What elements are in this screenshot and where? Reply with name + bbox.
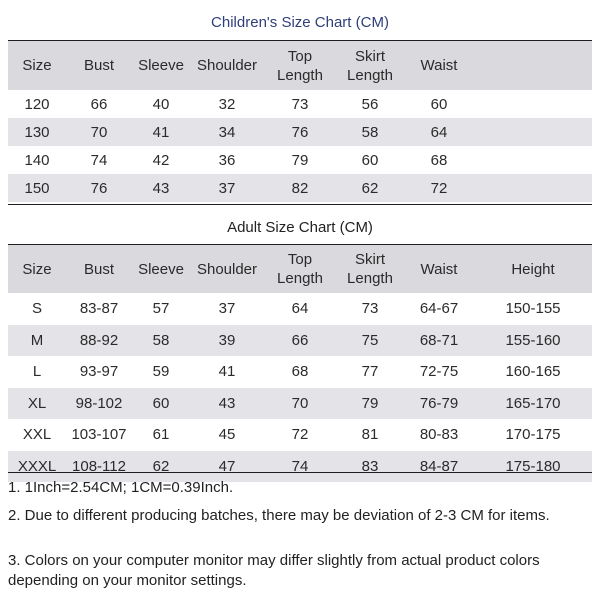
table-cell: 64-67 bbox=[419, 300, 459, 318]
table-cell: 66 bbox=[90, 95, 108, 113]
table-cell: 77 bbox=[361, 363, 379, 381]
table-cell: 37 bbox=[218, 300, 236, 318]
table-cell: 75 bbox=[336, 325, 404, 357]
table-cell: 74 bbox=[90, 151, 108, 169]
table-cell: 74 bbox=[264, 451, 336, 483]
table-cell: 98-102 bbox=[66, 388, 132, 420]
adult-header-row bbox=[8, 245, 592, 293]
table-cell: 84-87 bbox=[404, 451, 474, 483]
table-cell: 73 bbox=[291, 95, 309, 113]
table-cell: 120 bbox=[24, 95, 50, 113]
table-cell: 56 bbox=[361, 95, 379, 113]
table-cell-blank bbox=[474, 118, 592, 146]
note-1: 1. 1Inch=2.54CM; 1CM=0.39Inch. bbox=[8, 479, 234, 496]
children-header-cell bbox=[66, 41, 132, 90]
adult-chart-title: Adult Size Chart (CM) bbox=[227, 219, 373, 236]
table-cell: 40 bbox=[152, 95, 170, 113]
table-cell: 150-155 bbox=[505, 300, 561, 318]
table-cell: 79 bbox=[336, 388, 404, 420]
table-cell: 70 bbox=[66, 118, 132, 146]
adult-header-label: Sleeve bbox=[138, 260, 184, 278]
children-header-cell bbox=[404, 41, 474, 90]
table-row bbox=[8, 388, 592, 420]
adult-header-label: Height bbox=[511, 260, 555, 278]
children-header-cell bbox=[132, 41, 190, 90]
children-header-cell bbox=[190, 41, 264, 90]
adult-header-cell bbox=[474, 245, 592, 293]
children-header-cell bbox=[336, 41, 404, 90]
adult-header-label: Size bbox=[22, 260, 52, 278]
table-cell: 41 bbox=[218, 363, 236, 381]
table-row bbox=[8, 419, 592, 451]
adult-header-label: Skirt Length bbox=[347, 251, 393, 287]
table-cell: 83-87 bbox=[79, 300, 119, 318]
table-cell: 130 bbox=[8, 118, 66, 146]
children-header-label: Skirt Length bbox=[347, 47, 393, 84]
table-cell: 36 bbox=[218, 151, 236, 169]
table-cell: 68-71 bbox=[404, 325, 474, 357]
table-cell: M bbox=[8, 325, 66, 357]
table-cell: 160-165 bbox=[505, 363, 561, 381]
table-cell: 68 bbox=[430, 151, 448, 169]
table-cell: 73 bbox=[361, 300, 379, 318]
table-cell: 88-92 bbox=[66, 325, 132, 357]
table-cell: 76-79 bbox=[404, 388, 474, 420]
table-cell: 39 bbox=[190, 325, 264, 357]
children-header-label: Shoulder bbox=[196, 57, 258, 74]
table-cell: 34 bbox=[190, 118, 264, 146]
table-cell: 72 bbox=[291, 426, 309, 444]
children-header-cell bbox=[8, 41, 66, 90]
adult-header-label: Top Length bbox=[277, 251, 323, 287]
children-bottom-rule bbox=[8, 204, 592, 205]
table-row bbox=[8, 90, 592, 118]
adult-header-cell bbox=[8, 245, 66, 293]
children-chart-title: Children's Size Chart (CM) bbox=[211, 14, 389, 31]
table-cell: 165-170 bbox=[474, 388, 592, 420]
table-cell: 72 bbox=[404, 174, 474, 202]
table-cell: 64 bbox=[291, 300, 309, 318]
table-cell: 70 bbox=[264, 388, 336, 420]
table-cell: 42 bbox=[152, 151, 170, 169]
table-cell: 170-175 bbox=[505, 426, 561, 444]
table-cell: 43 bbox=[190, 388, 264, 420]
table-row bbox=[8, 356, 592, 388]
table-cell: 175-180 bbox=[474, 451, 592, 483]
table-cell-blank bbox=[474, 146, 592, 174]
table-row bbox=[8, 325, 592, 357]
table-cell: 81 bbox=[361, 426, 379, 444]
table-cell: S bbox=[31, 300, 42, 318]
table-cell: 76 bbox=[264, 118, 336, 146]
adult-bottom-rule bbox=[8, 472, 592, 473]
table-cell: 43 bbox=[132, 174, 190, 202]
table-cell: 150 bbox=[8, 174, 66, 202]
adult-header-cell bbox=[190, 245, 264, 293]
table-cell: 62 bbox=[132, 451, 190, 483]
children-header-row bbox=[8, 41, 592, 90]
children-header-cell bbox=[264, 41, 336, 90]
table-cell: 103-107 bbox=[71, 426, 127, 444]
table-cell: XL bbox=[8, 388, 66, 420]
adult-header-cell bbox=[66, 245, 132, 293]
table-cell: 66 bbox=[264, 325, 336, 357]
table-cell: 60 bbox=[132, 388, 190, 420]
adult-header-cell bbox=[264, 245, 336, 293]
adult-header-label: Waist bbox=[420, 260, 458, 278]
table-cell: 59 bbox=[152, 363, 170, 381]
table-cell: XXXL bbox=[8, 451, 66, 483]
table-cell: 41 bbox=[132, 118, 190, 146]
table-cell: 60 bbox=[430, 95, 448, 113]
adult-size-table bbox=[8, 245, 592, 482]
table-cell: XXL bbox=[22, 426, 52, 444]
children-header-label: Size bbox=[22, 57, 52, 74]
table-cell: 76 bbox=[66, 174, 132, 202]
children-header-blank bbox=[474, 41, 592, 90]
adult-header-cell bbox=[404, 245, 474, 293]
children-header-label: Sleeve bbox=[138, 57, 184, 74]
children-size-table bbox=[8, 41, 592, 202]
table-cell: 58 bbox=[336, 118, 404, 146]
table-cell: 62 bbox=[336, 174, 404, 202]
table-cell: 82 bbox=[264, 174, 336, 202]
table-cell: 68 bbox=[291, 363, 309, 381]
table-row bbox=[8, 174, 592, 202]
table-cell-blank bbox=[474, 174, 592, 202]
adult-header-cell bbox=[336, 245, 404, 293]
table-row bbox=[8, 293, 592, 325]
table-cell: 60 bbox=[361, 151, 379, 169]
table-cell: 79 bbox=[291, 151, 309, 169]
table-cell: 47 bbox=[190, 451, 264, 483]
table-cell: 58 bbox=[132, 325, 190, 357]
table-cell: 83 bbox=[336, 451, 404, 483]
adult-header-cell bbox=[132, 245, 190, 293]
table-cell: L bbox=[32, 363, 42, 381]
table-cell: 155-160 bbox=[474, 325, 592, 357]
children-header-label: Waist bbox=[420, 57, 458, 74]
note-3: 3. Colors on your computer monitor may differ slightly from actual product colors depending on your monitor settings. bbox=[8, 552, 540, 589]
table-cell: 93-97 bbox=[79, 363, 119, 381]
table-cell: 80-83 bbox=[419, 426, 459, 444]
table-cell-blank bbox=[474, 90, 592, 118]
table-cell: 37 bbox=[190, 174, 264, 202]
table-row bbox=[8, 118, 592, 146]
children-header-label: Top Length bbox=[277, 47, 323, 84]
adult-header-label: Shoulder bbox=[196, 260, 258, 278]
adult-header-label: Bust bbox=[83, 260, 114, 278]
table-cell: 57 bbox=[152, 300, 170, 318]
table-cell: 45 bbox=[218, 426, 236, 444]
table-cell: 64 bbox=[404, 118, 474, 146]
note-2: 2. Due to different producing batches, there may be deviation of 2-3 CM for items. bbox=[8, 507, 550, 524]
table-cell: 108-112 bbox=[66, 451, 132, 483]
table-cell: 72-75 bbox=[419, 363, 459, 381]
children-header-label: Bust bbox=[83, 57, 114, 74]
table-row bbox=[8, 146, 592, 174]
table-cell: 61 bbox=[152, 426, 170, 444]
table-cell: 140 bbox=[24, 151, 50, 169]
table-cell: 32 bbox=[218, 95, 236, 113]
